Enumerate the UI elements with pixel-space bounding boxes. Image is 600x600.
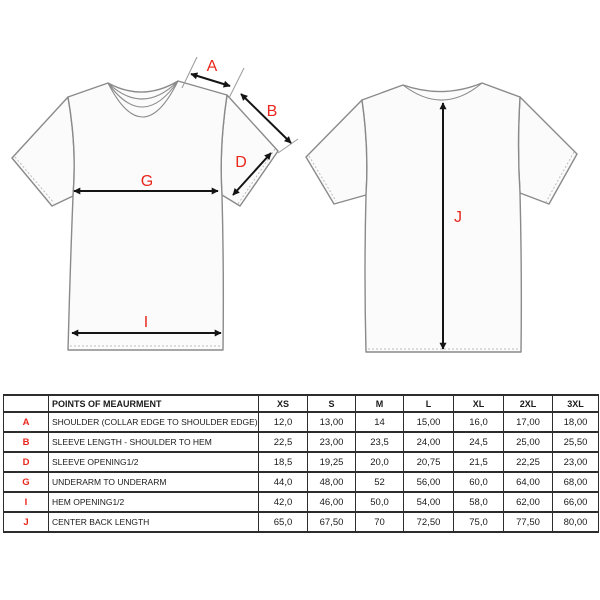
col-header-xs: XS (259, 395, 308, 412)
value-cell: 54,00 (404, 492, 454, 512)
row-label: CENTER BACK LENGTH (49, 512, 259, 532)
value-cell: 15,00 (404, 412, 454, 432)
value-cell: 68,00 (553, 472, 599, 492)
table-row (4, 432, 599, 452)
value-cell: 22,25 (504, 452, 553, 472)
value-cell: 46,00 (308, 492, 356, 512)
row-label: SLEEVE LENGTH - SHOULDER TO HEM (49, 432, 259, 452)
value-cell: 22,5 (259, 432, 308, 452)
value-cell: 70 (356, 512, 404, 532)
value-cell: 16,0 (454, 412, 504, 432)
value-cell: 77,50 (504, 512, 553, 532)
value-cell: 60,0 (454, 472, 504, 492)
value-cell: 23,00 (553, 452, 599, 472)
value-cell: 50,0 (356, 492, 404, 512)
value-cell: 21,5 (454, 452, 504, 472)
arrow-a-shoulder (191, 74, 230, 86)
value-cell: 23,00 (308, 432, 356, 452)
table-row (4, 452, 599, 472)
value-cell: 17,00 (504, 412, 553, 432)
measure-label-a: A (206, 58, 218, 75)
value-cell: 44,0 (259, 472, 308, 492)
value-cell: 25,00 (504, 432, 553, 452)
row-label: HEM OPENING1/2 (49, 492, 259, 512)
back-right-sleeve (519, 97, 578, 204)
table-row (4, 472, 599, 492)
col-header-3xl: 3XL (553, 395, 599, 412)
points-of-measurement-header: POINTS OF MEAURMENT (49, 395, 259, 412)
value-cell: 80,00 (553, 512, 599, 532)
value-cell: 56,00 (404, 472, 454, 492)
col-header-s: S (308, 395, 356, 412)
front-body (68, 81, 227, 350)
value-cell: 48,00 (308, 472, 356, 492)
col-header-l: L (404, 395, 454, 412)
value-cell: 42,0 (259, 492, 308, 512)
row-label: SLEEVE OPENING1/2 (49, 452, 259, 472)
corner-cell (4, 395, 49, 412)
size-chart-table (3, 394, 599, 533)
value-cell: 18,5 (259, 452, 308, 472)
col-header-2xl: 2XL (504, 395, 553, 412)
row-letter: A (4, 412, 49, 432)
measure-label-b: B (266, 103, 278, 120)
row-label: UNDERARM TO UNDERARM (49, 472, 259, 492)
front-shirt (12, 81, 278, 350)
value-cell: 20,75 (404, 452, 454, 472)
value-cell: 24,00 (404, 432, 454, 452)
value-cell: 64,00 (504, 472, 553, 492)
table-row (4, 492, 599, 512)
value-cell: 13,00 (308, 412, 356, 432)
measure-label-j: J (454, 209, 462, 226)
back-body (362, 83, 521, 352)
value-cell: 18,00 (553, 412, 599, 432)
back-shirt (306, 83, 577, 352)
row-letter: D (4, 452, 49, 472)
value-cell: 12,0 (259, 412, 308, 432)
value-cell: 14 (356, 412, 404, 432)
value-cell: 24,5 (454, 432, 504, 452)
table-header-row (4, 395, 599, 412)
value-cell: 75,0 (454, 512, 504, 532)
row-letter: G (4, 472, 49, 492)
value-cell: 62,00 (504, 492, 553, 512)
row-label: SHOULDER (COLLAR EDGE TO SHOULDER EDGE) (49, 412, 259, 432)
row-letter: I (4, 492, 49, 512)
measure-label-i: I (143, 314, 149, 331)
back-left-sleeve (306, 100, 367, 204)
table-row (4, 512, 599, 532)
col-header-xl: XL (454, 395, 504, 412)
value-cell: 72,50 (404, 512, 454, 532)
value-cell: 65,0 (259, 512, 308, 532)
measure-label-g: G (140, 173, 154, 190)
value-cell: 20,0 (356, 452, 404, 472)
col-header-m: M (356, 395, 404, 412)
front-left-sleeve (12, 97, 74, 206)
value-cell: 25,50 (553, 432, 599, 452)
table-row (4, 412, 599, 432)
measure-label-d: D (235, 154, 247, 171)
value-cell: 67,50 (308, 512, 356, 532)
extension-line-collar-edge (182, 57, 197, 88)
value-cell: 23,5 (356, 432, 404, 452)
value-cell: 52 (356, 472, 404, 492)
value-cell: 58,0 (454, 492, 504, 512)
row-letter: B (4, 432, 49, 452)
value-cell: 66,00 (553, 492, 599, 512)
value-cell: 19,25 (308, 452, 356, 472)
row-letter: J (4, 512, 49, 532)
